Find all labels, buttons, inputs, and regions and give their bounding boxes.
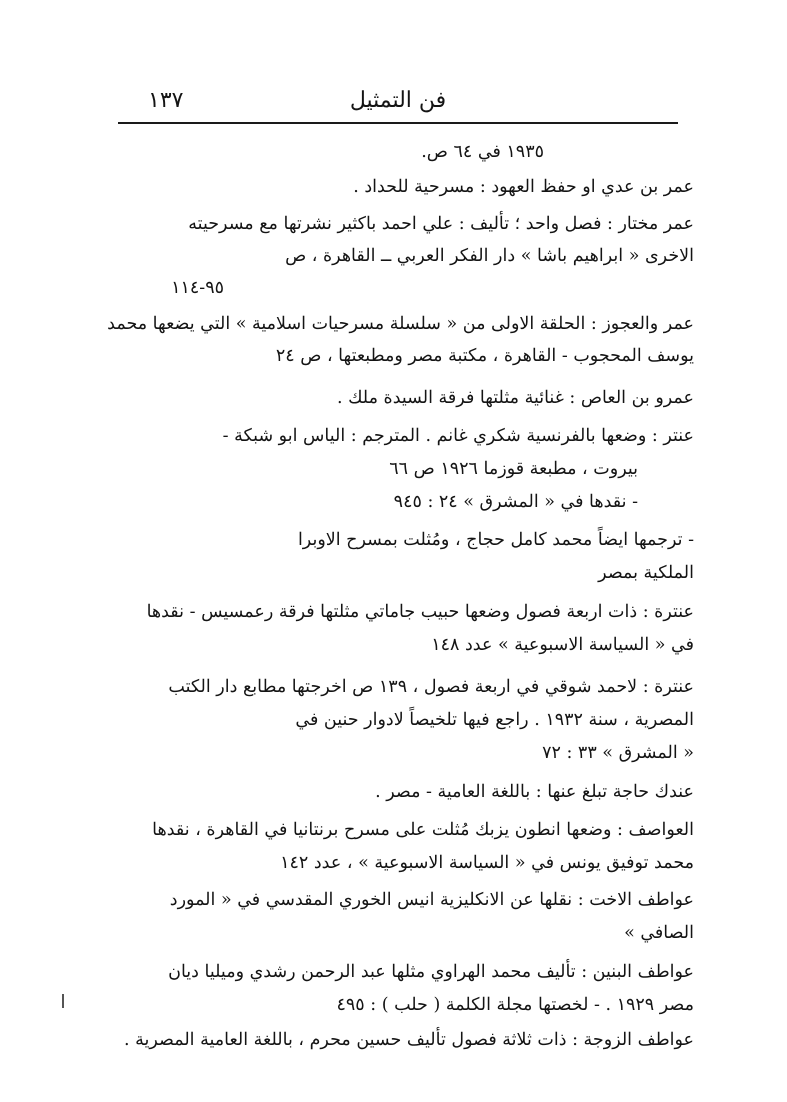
entry-line: الاخرى « ابراهيم باشا » دار الفكر العربي ــ القاهرة ، ص <box>285 246 694 266</box>
entry-line: يوسف المحجوب - القاهرة ، مكتبة مصر ومطبعتها ، ص ٢٤ <box>275 346 694 366</box>
entry-line: عنتر : وضعها بالفرنسية شكري غانم . المترجم : الياس ابو شبكة - <box>222 426 694 446</box>
entry-line: مصر ١٩٢٩ . - لخصتها مجلة الكلمة ( حلب ) : ٤٩٥ <box>336 995 694 1015</box>
entry-line: عندك حاجة تبلغ عنها : باللغة العامية - مصر . <box>375 782 694 802</box>
entry-line: ٩٥-١١٤ <box>171 278 224 298</box>
entry-line: الملكية بمصر <box>598 563 694 583</box>
entry-line: - نقدها في « المشرق » ٢٤ : ٩٤٥ <box>393 492 638 512</box>
entry-line: عمر مختار : فصل واحد ؛ تأليف : علي احمد باكثير نشرتها مع مسرحيته <box>188 214 694 234</box>
entry-line: عمر بن عدي او حفظ العهود : مسرحية للحداد . <box>353 177 694 197</box>
running-title: فن التمثيل <box>349 88 447 113</box>
entry-line: العواصف : وضعها انطون يزبك مُثلت على مسرح برنتانيا في القاهرة ، نقدها <box>152 820 694 840</box>
entry-line: عواطف الاخت : نقلها عن الانكليزية انيس الخوري المقدسي في « المورد <box>169 890 694 910</box>
running-header <box>118 82 678 122</box>
header-rule <box>118 122 678 124</box>
entry-line: عواطف البنين : تأليف محمد الهراوي مثلها عبد الرحمن رشدي وميليا ديان <box>168 962 694 982</box>
entry-line: في « السياسة الاسبوعية » عدد ١٤٨ <box>431 635 694 655</box>
entry-line: - ترجمها ايضاً محمد كامل حجاج ، ومُثلت بمسرح الاوبرا <box>297 530 694 550</box>
entry-line: ١٩٣٥ في ٦٤ ص. <box>421 142 544 162</box>
entry-line: عمر والعجوز : الحلقة الاولى من « سلسلة مسرحيات اسلامية » التي يضعها محمد <box>107 314 694 334</box>
entry-line: عنترة : ذات اربعة فصول وضعها حبيب جاماتي مثلتها فرقة رعمسيس - نقدها <box>146 602 694 622</box>
entry-line: بيروت ، مطبعة قوزما ١٩٢٦ ص ٦٦ <box>389 459 638 479</box>
entry-line: عواطف الزوجة : ذات ثلاثة فصول تأليف حسين محرم ، باللغة العامية المصرية . <box>124 1030 694 1050</box>
entry-line: « المشرق » ٣٣ : ٧٢ <box>542 743 694 763</box>
entry-line: محمد توفيق يونس في « السياسة الاسبوعية » ، عدد ١٤٢ <box>280 853 694 873</box>
entry-line: عنترة : لاحمد شوقي في اربعة فصول ، ١٣٩ ص اخرجتها مطابع دار الكتب <box>168 677 694 697</box>
entry-line: الصافي » <box>624 923 694 943</box>
page-number: ١٣٧ <box>148 88 184 113</box>
entry-line: عمرو بن العاص : غنائية مثلتها فرقة السيدة ملك . <box>336 388 694 408</box>
margin-mark <box>62 994 64 1008</box>
entry-line: المصرية ، سنة ١٩٣٢ . راجع فيها تلخيصاً لادوار حنين في <box>295 710 694 730</box>
